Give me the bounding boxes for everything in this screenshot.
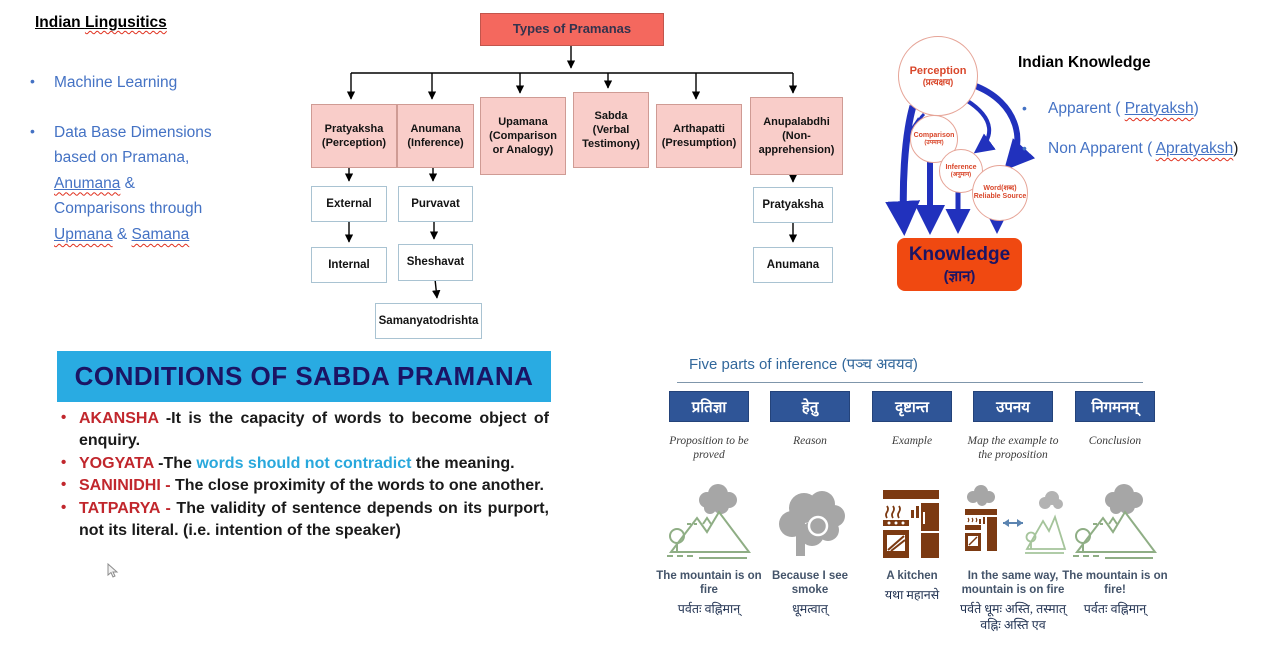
part-meaning: Conclusion	[1088, 435, 1142, 447]
part-caption: The mountain is on fire!	[1062, 570, 1168, 596]
inference-part-column	[1062, 391, 1168, 617]
part-box-pratijna: प्रतिज्ञा	[669, 391, 749, 422]
circle-perception: Perception (प्रत्यक्षय)	[898, 36, 978, 116]
node-anumana-2: Anumana	[753, 247, 833, 283]
node-arthapatti: Arthapatti (Presumption)	[656, 104, 742, 168]
term-apratyaksh: Apratyaksh	[1155, 140, 1234, 157]
divider	[677, 382, 1143, 383]
inference-part-column	[960, 391, 1066, 633]
part-box-upanaya: उपनय	[973, 391, 1053, 422]
left-bullet-list	[28, 70, 228, 271]
part-box-hetu: हेतु	[770, 391, 850, 422]
part-caption: Because I see smoke	[771, 570, 849, 596]
node-purvavat: Purvavat	[398, 186, 473, 222]
part-sanskrit: यथा महानसे	[884, 587, 940, 602]
kitchen-icon	[877, 482, 947, 566]
term-samana: Samana	[131, 225, 190, 243]
part-meaning: Proposition to be proved	[669, 435, 749, 462]
node-external: External	[311, 186, 387, 222]
circle-inference: Inference (अनुमान)	[939, 149, 983, 193]
node-pratyaksha: Pratyaksha (Perception)	[311, 104, 397, 168]
part-meaning: Reason	[793, 435, 827, 447]
condition-akansha: • AKANSHA -It is the capacity of words to become object of enquiry.	[79, 408, 549, 452]
condition-saninidhi: • SANINIDHI - The close proximity of the words to one another.	[79, 475, 549, 497]
condition-tatparya: • TATPARYA - The validity of sentence depends on its purport, not its literal. (i.e. intention of the speaker)	[79, 498, 549, 542]
part-caption: A kitchen	[886, 570, 938, 582]
part-caption: In the same way, mountain is on fire	[961, 570, 1065, 596]
node-sheshavat: Sheshavat	[398, 244, 473, 281]
circle-word-reliable-source: Word(शब्द) Reliable Source	[972, 165, 1028, 221]
node-upamana: Upamana (Comparison or Analogy)	[480, 97, 566, 175]
flowchart-connectors	[300, 10, 880, 350]
node-anumana: Anumana (Inference)	[397, 104, 474, 168]
node-internal: Internal	[311, 247, 387, 283]
part-box-nigamana: निगमनम्	[1075, 391, 1155, 422]
node-types-of-pramanas: Types of Pramanas	[480, 13, 664, 46]
five-parts-title: Five parts of inference (पञ्च अवयव)	[689, 356, 918, 373]
five-parts-panel	[656, 349, 1171, 644]
title-part: Indian	[35, 14, 85, 31]
title-part-misspelled: Lingusitics	[84, 14, 167, 31]
conditions-list	[57, 408, 551, 542]
bullet-machine-learning: Machine Learning	[54, 74, 178, 91]
part-sanskrit: पर्वतः वह्निमान्	[1083, 601, 1147, 616]
part-sanskrit: धूमत्वात्	[792, 601, 828, 616]
node-pratyaksha-2: Pratyaksha	[753, 187, 833, 223]
node-samanyatodrishta: Samanyatodrishta	[375, 303, 482, 339]
part-meaning: Map the example to the proposition	[967, 435, 1059, 462]
sabda-pramana-panel	[57, 351, 551, 543]
term-anumana: Anumana	[54, 174, 121, 192]
term-upmana: Upmana	[54, 225, 113, 243]
knowledge-box: Knowledge (ज्ञान)	[897, 238, 1022, 291]
inference-part-column	[760, 391, 860, 617]
page-title	[35, 14, 167, 32]
node-sabda: Sabda (Verbal Testimony)	[573, 92, 649, 168]
part-box-drishtanta: दृष्टान्त	[872, 391, 952, 422]
indian-knowledge-heading: Indian Knowledge	[1018, 54, 1151, 71]
part-meaning: Example	[891, 435, 933, 447]
mouse-cursor-icon	[107, 563, 119, 584]
mountain-fire-icon	[1069, 482, 1161, 566]
list-item	[28, 70, 228, 96]
list-item: • Non Apparent ( Apratyaksh)	[1020, 140, 1270, 158]
circle-comparison: Comparison (उपमान)	[910, 115, 958, 163]
inference-part-column	[862, 391, 962, 603]
inference-part-column	[656, 391, 762, 617]
part-sanskrit: पर्वतः वह्निमान्	[677, 601, 741, 616]
kitchen-mountain-map-icon	[959, 482, 1067, 566]
part-caption: The mountain is on fire	[656, 570, 762, 596]
node-anupalabdhi: Anupalabdhi (Non-apprehension)	[750, 97, 843, 175]
term-pratyaksh: Pratyaksh	[1124, 100, 1194, 117]
pramana-flowchart	[300, 10, 880, 350]
panel-heading: CONDITIONS OF SABDA PRAMANA	[57, 351, 551, 402]
smoke-icon	[770, 482, 850, 566]
list-item: • Data Base Dimensions based on Pramana, Anumana & Comparisons through Upmana & Samana	[28, 120, 228, 248]
indian-knowledge-list	[1020, 100, 1270, 180]
condition-yogyata: • YOGYATA -The words should not contradict the meaning.	[79, 453, 549, 475]
list-item: • Apparent ( Pratyaksh)	[1020, 100, 1270, 118]
part-sanskrit: पर्वते धूमः अस्ति, तस्मात् वह्निः अस्ति एव	[960, 601, 1066, 632]
mountain-fire-icon	[663, 482, 755, 566]
